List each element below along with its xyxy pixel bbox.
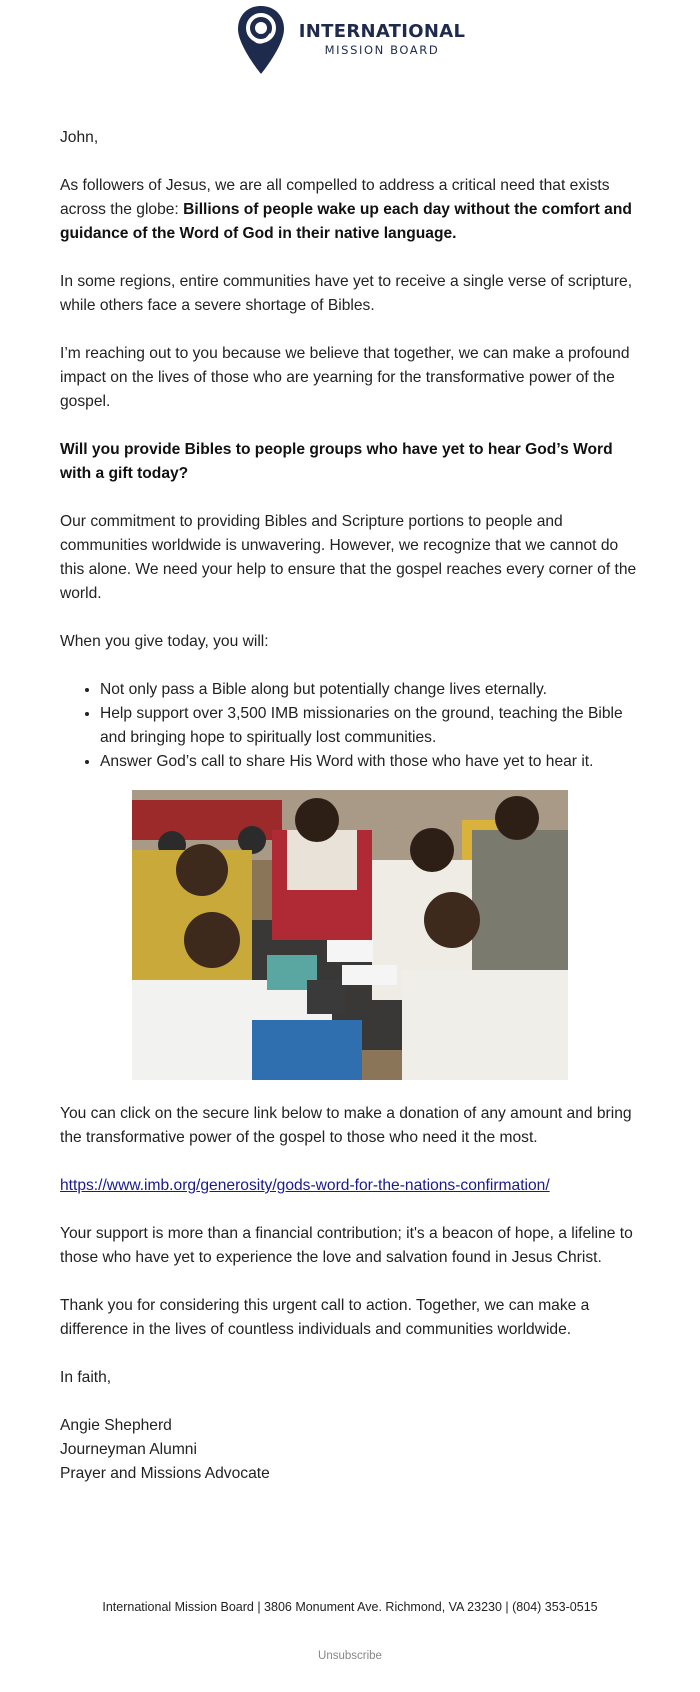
- logo-line-2: MISSION BOARD: [324, 43, 440, 58]
- email-header: [0, 0, 700, 100]
- donation-link[interactable]: https://www.imb.org/generosity/gods-word-for-the-nations-confirmation/: [60, 1177, 550, 1194]
- closing: In faith,: [60, 1369, 112, 1386]
- paragraph-intro: [60, 174, 640, 246]
- unsubscribe-link[interactable]: Unsubscribe: [318, 1650, 382, 1662]
- signature-title-2: Prayer and Missions Advocate: [60, 1465, 270, 1482]
- benefit-item: • Answer God’s call to share His Word with those who have yet to hear it.: [100, 750, 640, 774]
- paragraph-click-link: You can click on the secure link below to make a donation of any amount and bring the transformative power of the gospel to those who need it the most.: [60, 1105, 632, 1146]
- donation-link-paragraph: [60, 1174, 640, 1198]
- imb-logo[interactable]: [235, 4, 465, 76]
- intro-text: As followers of Jesus, we are all compelled to address a critical need that exists across the globe:: [60, 177, 610, 218]
- photo-container: [60, 790, 640, 1080]
- bible-study-photo: [132, 790, 568, 1080]
- greeting: John,: [60, 129, 99, 146]
- email-body: [0, 100, 700, 1486]
- map-pin-icon: [235, 4, 287, 76]
- intro-bold-text: Billions of people wake up each day without the comfort and guidance of the Word of God in their native language.: [60, 201, 632, 242]
- call-to-action-question: Will you provide Bibles to people groups who have yet to hear God’s Word with a gift today?: [60, 441, 613, 482]
- paragraph-support: Your support is more than a financial contribution; it's a beacon of hope, a lifeline to those who have yet to experience the love and salvation found in Jesus Christ.: [60, 1225, 633, 1266]
- signature-block: [60, 1414, 640, 1486]
- paragraph-regions: In some regions, entire communities have yet to receive a single verse of scripture, while others face a severe shortage of Bibles.: [60, 273, 633, 314]
- paragraph-when-you-give: When you give today, you will:: [60, 633, 269, 650]
- benefits-list: [60, 678, 640, 774]
- footer-address: International Mission Board | 3806 Monument Ave. Richmond, VA 23230 | (804) 353-0515: [102, 1600, 598, 1614]
- benefit-item: • Help support over 3,500 IMB missionaries on the ground, teaching the Bible and bringing hope to spiritually lost communities.: [100, 702, 640, 750]
- paragraph-reaching-out: I’m reaching out to you because we believe that together, we can make a profound impact on the lives of those who are yearning for the transformative power of the gospel.: [60, 345, 630, 410]
- logo-line-1: INTERNATIONAL: [298, 21, 466, 43]
- paragraph-commitment: Our commitment to providing Bibles and Scripture portions to people and communities worldwide is unwavering. However, we recognize that we cannot do this alone. We need your help to ensure that the gospel reaches every corner of the world.: [60, 513, 637, 602]
- logo-wordmark: [299, 23, 465, 57]
- benefit-item: • Not only pass a Bible along but potentially change lives eternally.: [100, 678, 640, 702]
- signature-title-1: Journeyman Alumni: [60, 1441, 197, 1458]
- paragraph-thank-you: Thank you for considering this urgent call to action. Together, we can make a difference in the lives of countless individuals and communities worldwide.: [60, 1297, 590, 1338]
- signature-name: Angie Shepherd: [60, 1417, 172, 1434]
